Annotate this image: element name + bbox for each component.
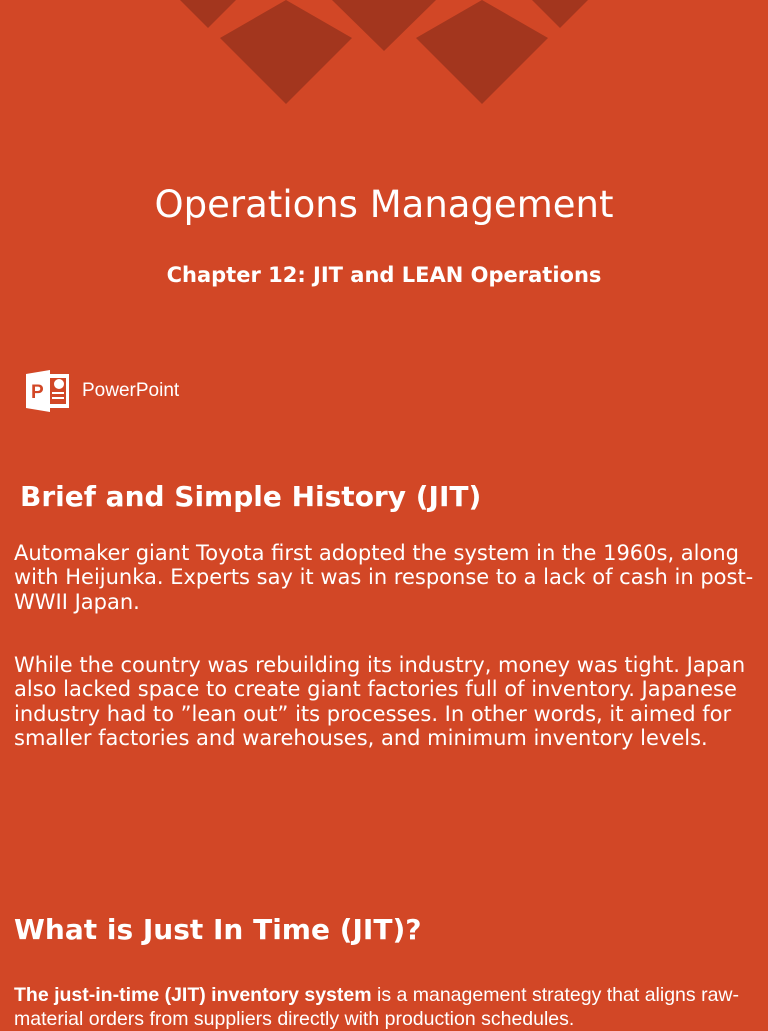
decor-diamond-3 [332, 0, 436, 51]
jit-heading: What is Just In Time (JIT)? [14, 913, 422, 946]
slide-subtitle: Chapter 12: JIT and LEAN Operations [166, 263, 602, 287]
jit-definition-text: is a management strategy that aligns raw-material orders from suppliers directly with production schedules. [14, 984, 739, 1030]
svg-text:P: P [31, 382, 44, 403]
history-heading: Brief and Simple History (JIT) [20, 480, 482, 513]
decor-diamond-1 [180, 0, 236, 28]
powerpoint-logo [26, 370, 179, 412]
powerpoint-icon [26, 370, 70, 412]
history-paragraph-2: While the country was rebuilding its industry, money was tight. Japan also lacked space to create giant factories full of inventory. Japanese industry had to ”lean out” its processes. In other words, it aimed for smaller factories and warehouses, and minimum inventory levels. [14, 653, 746, 751]
pie-slice [54, 379, 64, 389]
decor-diamond-5 [532, 0, 588, 28]
decor-diamond-2 [220, 0, 352, 104]
decor-diamond-4 [416, 0, 548, 104]
jit-definition-term: The just-in-time (JIT) inventory system [14, 984, 372, 1006]
powerpoint-label: PowerPoint [82, 380, 180, 401]
slide-title: Operations Management [154, 183, 614, 226]
diamond-pattern [0, 0, 768, 110]
history-paragraph-1: Automaker giant Toyota first adopted the system in the 1960s, along with Heijunka. Experts say it was in response to a lack of cash in post-WWII Japan. [14, 541, 754, 614]
